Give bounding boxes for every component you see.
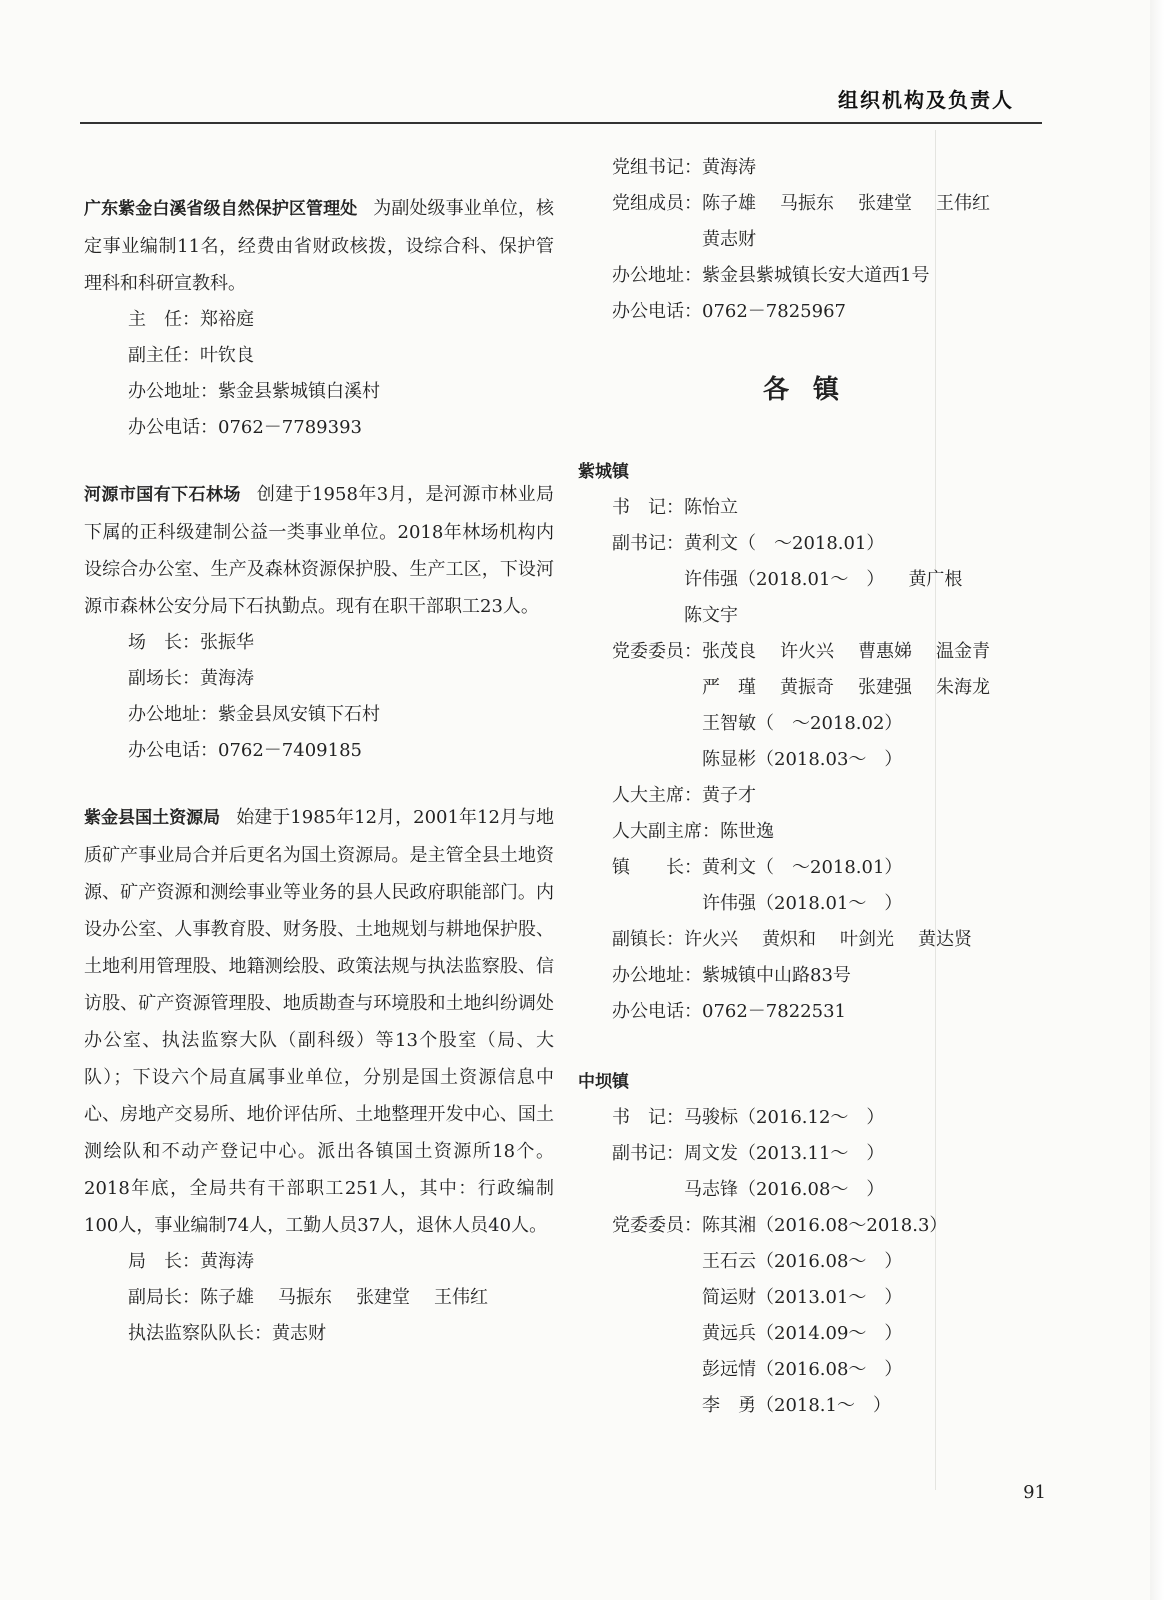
header-rule [80,122,1042,124]
officer-name: 黄海涛 [702,157,756,178]
org-name: 广东紫金白溪省级自然保护区管理处 [84,199,358,219]
officer-name: 0762－7409185 [218,740,362,761]
officer-name: 0762－7789393 [218,417,362,438]
officer-name: 温金青 [936,641,990,662]
officer-row [578,526,1048,634]
org-name: 紫金县国土资源局 [84,808,221,828]
officer-name: 黄志财 [272,1323,326,1344]
org-description [84,799,554,1244]
officer-row [612,294,1048,330]
officer-names [218,733,386,769]
officer-name: 周文发（2013.11～ ） [684,1143,885,1164]
officer-names [200,661,278,697]
officer-names [684,1100,908,1136]
officer-name: 紫金县凤安镇下石村 [218,704,380,725]
officer-row [84,1280,554,1316]
officer-name: 张振华 [200,632,254,653]
officer-role-label: 副场长： [128,668,200,689]
officer-row [612,150,1048,186]
officer-name: 王智敏（ ～2018.02） [702,713,903,734]
town-block [578,1064,1048,1424]
officer-name: 彭远情（2016.08～ ） [702,1359,903,1380]
officer-role-label: 场 长： [128,632,200,653]
officer-names [684,526,1048,634]
officer-names [218,697,404,733]
officer-row [84,338,554,374]
officer-names [702,186,1048,258]
officer-role-label: 副主任： [128,345,200,366]
officer-role-label: 办公地址： [128,704,218,725]
org-entry [84,799,554,1352]
officer-names [200,1280,512,1316]
officer-row [84,1244,554,1280]
officer-row [612,186,1048,258]
officer-name: 黄子才 [702,785,756,806]
officer-name: 陈世逸 [720,821,774,842]
org-description-text: 始建于1985年12月，2001年12月与地质矿产事业局合并后更名为国土资源局。是主管全县土地资源、矿产资源和测绘事业等业务的县人民政府职能部门。内设办公室、人事教育股、财务股、土地规划与耕地保护股、土地利用管理股、地籍测绘股、政策法规与执法监察股、信访股、矿产资源管理股、地质勘查与环境股和土地纠纷调处办公室、执法监察大队（副科级）等13个股室（局、大队）；下设六个局直属事业单位，分别是国土资源信息中心、房地产交易所、地价评估所、土地整理开发中心、国土测绘队和不动产登记中心。派出各镇国土资源所18个。2018年底，全局共有干部职工251人，其中：行政编制100人，事业编制74人，工勤人员37人，退休人员40人。 [84,807,554,1236]
officer-row [84,733,554,769]
org-description [84,476,554,625]
officer-row [84,1316,554,1352]
officer-row [578,994,1048,1030]
officer-role-label: 办公电话： [612,1001,702,1022]
officer-row [612,258,1048,294]
officer-role-label: 办公地址： [128,381,218,402]
officer-role-label: 办公地址： [612,265,702,286]
officer-names [702,1208,1048,1424]
town-block [578,454,1048,1030]
officer-role-label: 人大主席： [612,785,702,806]
officer-names [200,1244,278,1280]
officer-name: 简运财（2013.01～ ） [702,1287,903,1308]
org-entry [84,190,554,446]
org-description [84,190,554,302]
officer-name: 黄志财 [702,229,756,250]
officer-names [200,302,278,338]
officer-name: 许火兴 [684,929,738,950]
officer-role-label: 党委委员： [612,1215,702,1236]
officer-role-label: 局 长： [128,1251,200,1272]
officer-role-label: 党委委员： [612,641,702,662]
officer-row [84,625,554,661]
officer-name: 黄远兵（2014.09～ ） [702,1323,903,1344]
officer-name: 马志锋（2016.08～ ） [684,1179,885,1200]
officer-name: 陈怡立 [684,497,738,518]
officer-name: 马骏标（2016.12～ ） [684,1107,885,1128]
officer-name: 紫金县紫城镇长安大道西1号 [702,265,930,286]
officer-row [578,634,1048,778]
officer-names [702,150,780,186]
officer-names [720,814,798,850]
officer-name: 黄振奇 [780,677,834,698]
officer-role-label: 执法监察队队长： [128,1323,272,1344]
officer-name: 0762－7822531 [702,1001,846,1022]
officer-row [578,814,1048,850]
officer-names [702,850,1048,922]
officer-role-label: 办公电话： [128,740,218,761]
officer-names [702,994,870,1030]
officer-name: 0762－7825967 [702,301,846,322]
officer-row [578,490,1048,526]
officer-names [702,258,953,294]
officer-name: 王伟红 [936,193,990,214]
officer-name: 朱海龙 [936,677,990,698]
officer-names [200,338,278,374]
officer-name: 陈子雄 [200,1287,254,1308]
officer-name: 陈文宇 [684,605,738,626]
officer-role-label: 镇 长： [612,857,702,878]
officer-role-label: 办公电话： [128,417,218,438]
officer-name: 黄达贤 [918,929,972,950]
running-header-title: 组织机构及负责人 [838,88,1014,112]
officer-names [272,1316,350,1352]
officer-name: 黄利文（ ～2018.01） [702,857,903,878]
officer-role-label: 副书记： [612,533,684,554]
officer-name: 黄广根 [908,569,963,590]
officer-name: 黄利文（ ～2018.01） [684,533,885,554]
officer-names [218,374,404,410]
org-name: 河源市国有下石林场 [84,485,241,505]
officer-name: 王石云（2016.08～ ） [702,1251,903,1272]
org-description-text: 创建于1958年3月，是河源市林业局下属的正科级建制公益一类事业单位。2018年林场机构内设综合办公室、生产及森林资源保护股、生产工区，下设河源市森林公安分局下石执勤点。现有在职干部职工23人。 [84,484,554,617]
officer-names [702,294,870,330]
officer-name: 严 瑾 [702,677,756,698]
officer-row [578,1100,1048,1136]
officer-name: 陈子雄 [702,193,756,214]
officer-role-label: 副书记： [612,1143,684,1164]
officer-name: 张建堂 [858,193,912,214]
town-name: 中坝镇 [578,1072,629,1092]
page-number: 91 [1023,1482,1046,1503]
page-edge [1150,0,1164,1600]
officer-role-label: 党组成员： [612,193,702,214]
officer-name: 张建堂 [356,1287,410,1308]
officer-names [702,958,875,994]
officer-name: 王伟红 [434,1287,488,1308]
officer-names [684,1136,1048,1208]
officer-name: 黄海涛 [200,1251,254,1272]
officer-row [578,1136,1048,1208]
officer-name: 许火兴 [780,641,834,662]
officer-row [578,778,1048,814]
officer-name: 李 勇（2018.1～ ） [702,1395,891,1416]
officer-names [684,922,996,958]
officer-name: 曹惠娣 [858,641,912,662]
officer-name: 叶钦良 [200,345,254,366]
officer-row [578,1208,1048,1424]
officer-role-label: 副镇长： [612,929,684,950]
officer-name: 张建强 [858,677,912,698]
officer-name: 张茂良 [702,641,756,662]
officer-row [84,302,554,338]
officer-row [84,374,554,410]
town-name: 紫城镇 [578,462,629,482]
left-column [84,190,554,1382]
officer-role-label: 书 记： [612,497,684,518]
officer-name: 许伟强（2018.01～ ） [684,569,885,590]
officer-role-label: 人大副主席： [612,821,720,842]
officer-name: 叶剑光 [840,929,894,950]
officer-name: 许伟强（2018.01～ ） [702,893,903,914]
officer-name: 马振东 [278,1287,332,1308]
officer-role-label: 书 记： [612,1107,684,1128]
officer-row [84,661,554,697]
org-entry [84,476,554,769]
officer-name: 紫城镇中山路83号 [702,965,851,986]
officer-name: 陈其湘（2016.08～2018.3） [702,1215,948,1236]
officer-role-label: 副局长： [128,1287,200,1308]
officer-role-label: 办公地址： [612,965,702,986]
officer-row [578,958,1048,994]
officer-row [578,850,1048,922]
officer-row [84,410,554,446]
officer-role-label: 主 任： [128,309,200,330]
section-title: 各镇 [762,375,863,405]
officer-role-label: 党组书记： [612,157,702,178]
org-description-text: 为副处级事业单位，核定事业编制11名，经费由省财政核拨，设综合科、保护管理科和科研宣教科。 [84,198,555,294]
officer-names [684,490,762,526]
officer-name: 马振东 [780,193,834,214]
officer-row [578,922,1048,958]
right-column [578,150,1048,1458]
officer-row [84,697,554,733]
officer-name: 陈显彬（2018.03～ ） [702,749,903,770]
officer-name: 黄炽和 [762,929,816,950]
officer-name: 郑裕庭 [200,309,254,330]
officer-names [200,625,278,661]
officer-names [702,634,1048,778]
officer-names [702,778,780,814]
continued-officers [578,150,1048,330]
officer-names [218,410,386,446]
officer-name: 紫金县紫城镇白溪村 [218,381,380,402]
officer-name: 黄海涛 [200,668,254,689]
officer-role-label: 办公电话： [612,301,702,322]
